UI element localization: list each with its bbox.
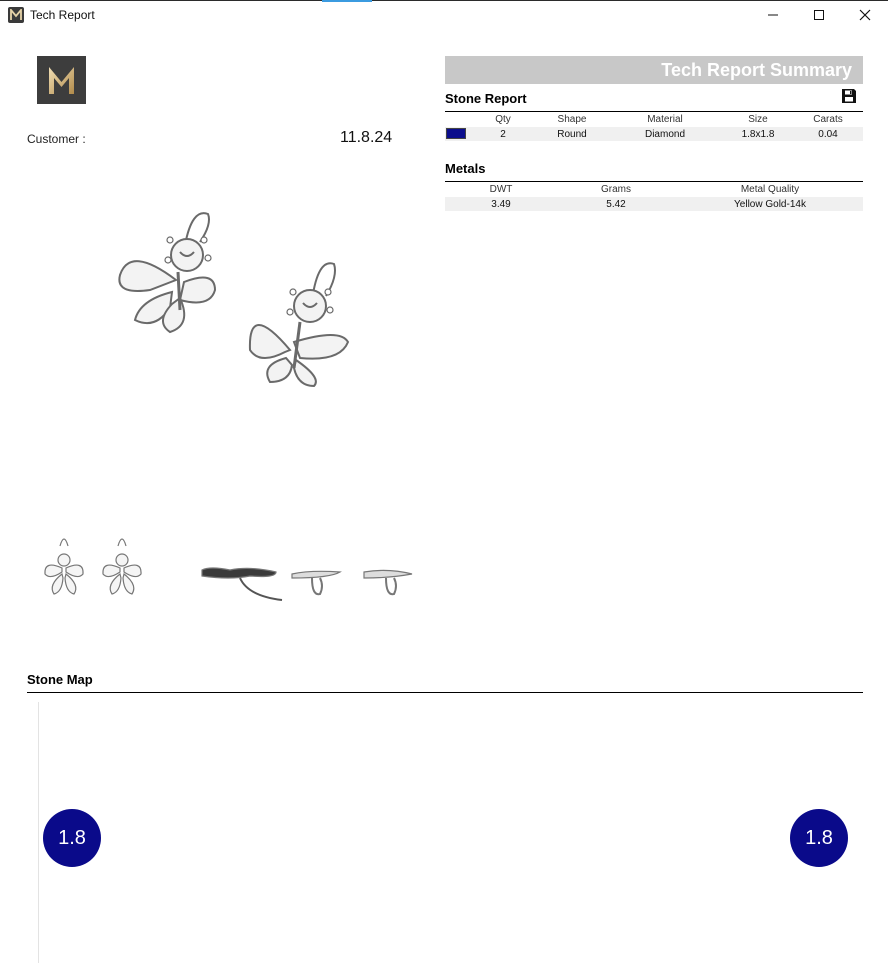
- maximize-icon: [813, 9, 825, 21]
- app-logo-icon: [8, 7, 24, 23]
- metal-quality: Yellow Gold-14k: [734, 199, 806, 210]
- stone-col-material: Material: [647, 114, 683, 125]
- metals-col-grams: Grams: [601, 184, 631, 195]
- thumbnail-side: [202, 568, 282, 600]
- stone-map-canvas: [27, 694, 863, 963]
- metal-grams: 5.42: [606, 199, 626, 210]
- thumbnail-front-left: [45, 539, 83, 594]
- minimize-icon: [767, 9, 779, 21]
- close-icon: [859, 9, 871, 21]
- summary-header: [445, 56, 863, 84]
- save-icon[interactable]: [841, 88, 857, 104]
- stone-map-title: Stone Map: [27, 672, 93, 687]
- brand-logo-icon: [37, 56, 86, 104]
- thumbnail-top: [292, 571, 340, 594]
- stone-map-edge: [38, 702, 39, 963]
- stone-col-size: Size: [748, 114, 768, 125]
- minimize-button[interactable]: [750, 0, 796, 30]
- stone-marker[interactable]: 1.8: [43, 809, 101, 867]
- product-main-image: [100, 200, 360, 400]
- stone-report-divider: [445, 111, 863, 112]
- stone-report-title: Stone Report: [445, 91, 527, 106]
- stone-shape: Round: [557, 129, 587, 140]
- stone-material: Diamond: [644, 129, 686, 140]
- metals-col-dwt: DWT: [489, 184, 513, 195]
- metals-title: Metals: [445, 161, 486, 176]
- stone-carats: 0.04: [818, 129, 838, 140]
- maximize-button[interactable]: [796, 0, 842, 30]
- stone-col-shape: Shape: [557, 114, 587, 125]
- stone-col-carats: Carats: [813, 114, 843, 125]
- close-button[interactable]: [842, 0, 888, 30]
- window-title: Tech Report: [30, 8, 95, 22]
- stone-qty: 2: [500, 129, 506, 140]
- report-date: 11.8.24: [340, 129, 393, 146]
- metals-col-quality: Metal Quality: [740, 184, 800, 195]
- stone-col-qty: Qty: [495, 114, 511, 125]
- stone-size: 1.8x1.8: [741, 129, 775, 140]
- stone-marker[interactable]: 1.8: [790, 809, 848, 867]
- titlebar-focus-indicator: [322, 0, 372, 2]
- product-view-thumbnails: [40, 530, 420, 606]
- metals-divider: [445, 181, 863, 182]
- metal-dwt: 3.49: [491, 199, 511, 210]
- summary-title: Tech Report Summary: [661, 60, 852, 80]
- thumbnail-bottom: [364, 570, 412, 594]
- window-titlebar: [0, 0, 888, 32]
- thumbnail-front-right: [103, 539, 141, 594]
- stone-map-divider: [27, 692, 863, 693]
- customer-label: Customer :: [27, 132, 86, 146]
- stone-color-swatch: [446, 128, 466, 139]
